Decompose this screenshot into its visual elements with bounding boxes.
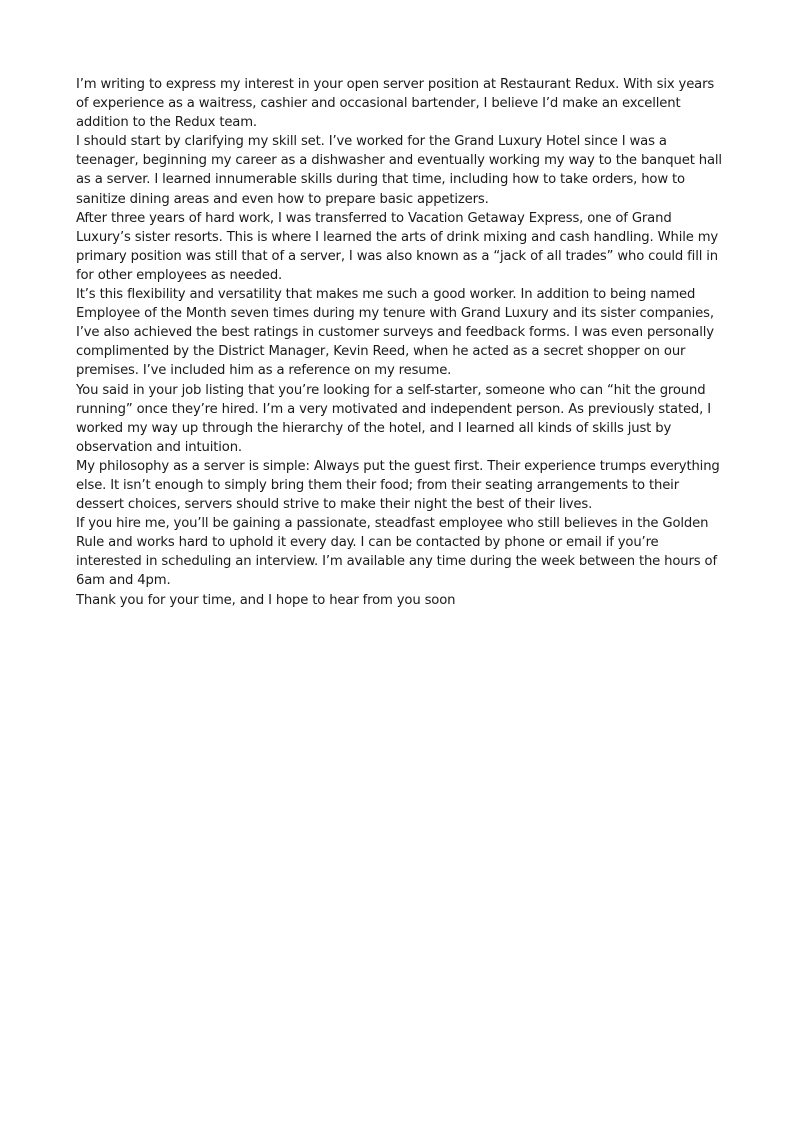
paragraph-contact: If you hire me, you’ll be gaining a passionate, steadfast employee who still believes in the Golden Rule and works hard to uphold it every day. I can be contacted by phone or email if you’re interested in scheduling an interview. I’m available any time during the week between the hours of 6am and 4pm. [76,516,717,589]
paragraph-skill-set: I should start by clarifying my skill set. I’ve worked for the Grand Luxury Hotel since I was a teenager, beginning my career as a dishwasher and eventually working my way to the banquet hall as a server. I learned innumerable skills during that time, including how to take orders, how to sanitize dining areas and even how to prepare basic appetizers. [76,134,722,207]
paragraph-transfer: After three years of hard work, I was transferred to Vacation Getaway Express, one of Grand Luxury’s sister resorts. This is where I learned the arts of drink mixing and cash handling. While my primary position was still that of a server, I was also known as a “jack of all trades” who could fill in for other employees as needed. [76,210,719,283]
paragraph-philosophy: My philosophy as a server is simple: Always put the guest first. Their experience trumps everything else. It isn’t enough to simply bring them their food; from their seating arrangements to their dessert choices, servers should strive to make their night the best of their lives. [76,458,720,513]
paragraph-self-starter: You said in your job listing that you’re looking for a self-starter, someone who can “hit the ground running” once they’re hired. I’m a very motivated and independent person. As previously stated, I worked my way up through the hierarchy of the hotel, and I learned all kinds of skills just by observation and intuition. [76,382,711,455]
paragraph-flexibility: It’s this flexibility and versatility that makes me such a good worker. In addition to being named Employee of the Month seven times during my tenure with Grand Luxury and its sister companies, I’ve also achieved the best ratings in customer surveys and feedback forms. I was even personally complimented by the District Manager, Kevin Reed, when he acted as a secret shopper on our premises. I’ve included him as a reference on my resume. [76,287,714,379]
paragraph-intro: I’m writing to express my interest in your open server position at Restaurant Redux. With six years of experience as a waitress, cashier and occasional bartender, I believe I’d make an excellent addition to the Redux team. [76,77,715,131]
letter-body [76,75,726,610]
paragraph-closing: Thank you for your time, and I hope to hear from you soon [76,592,456,608]
